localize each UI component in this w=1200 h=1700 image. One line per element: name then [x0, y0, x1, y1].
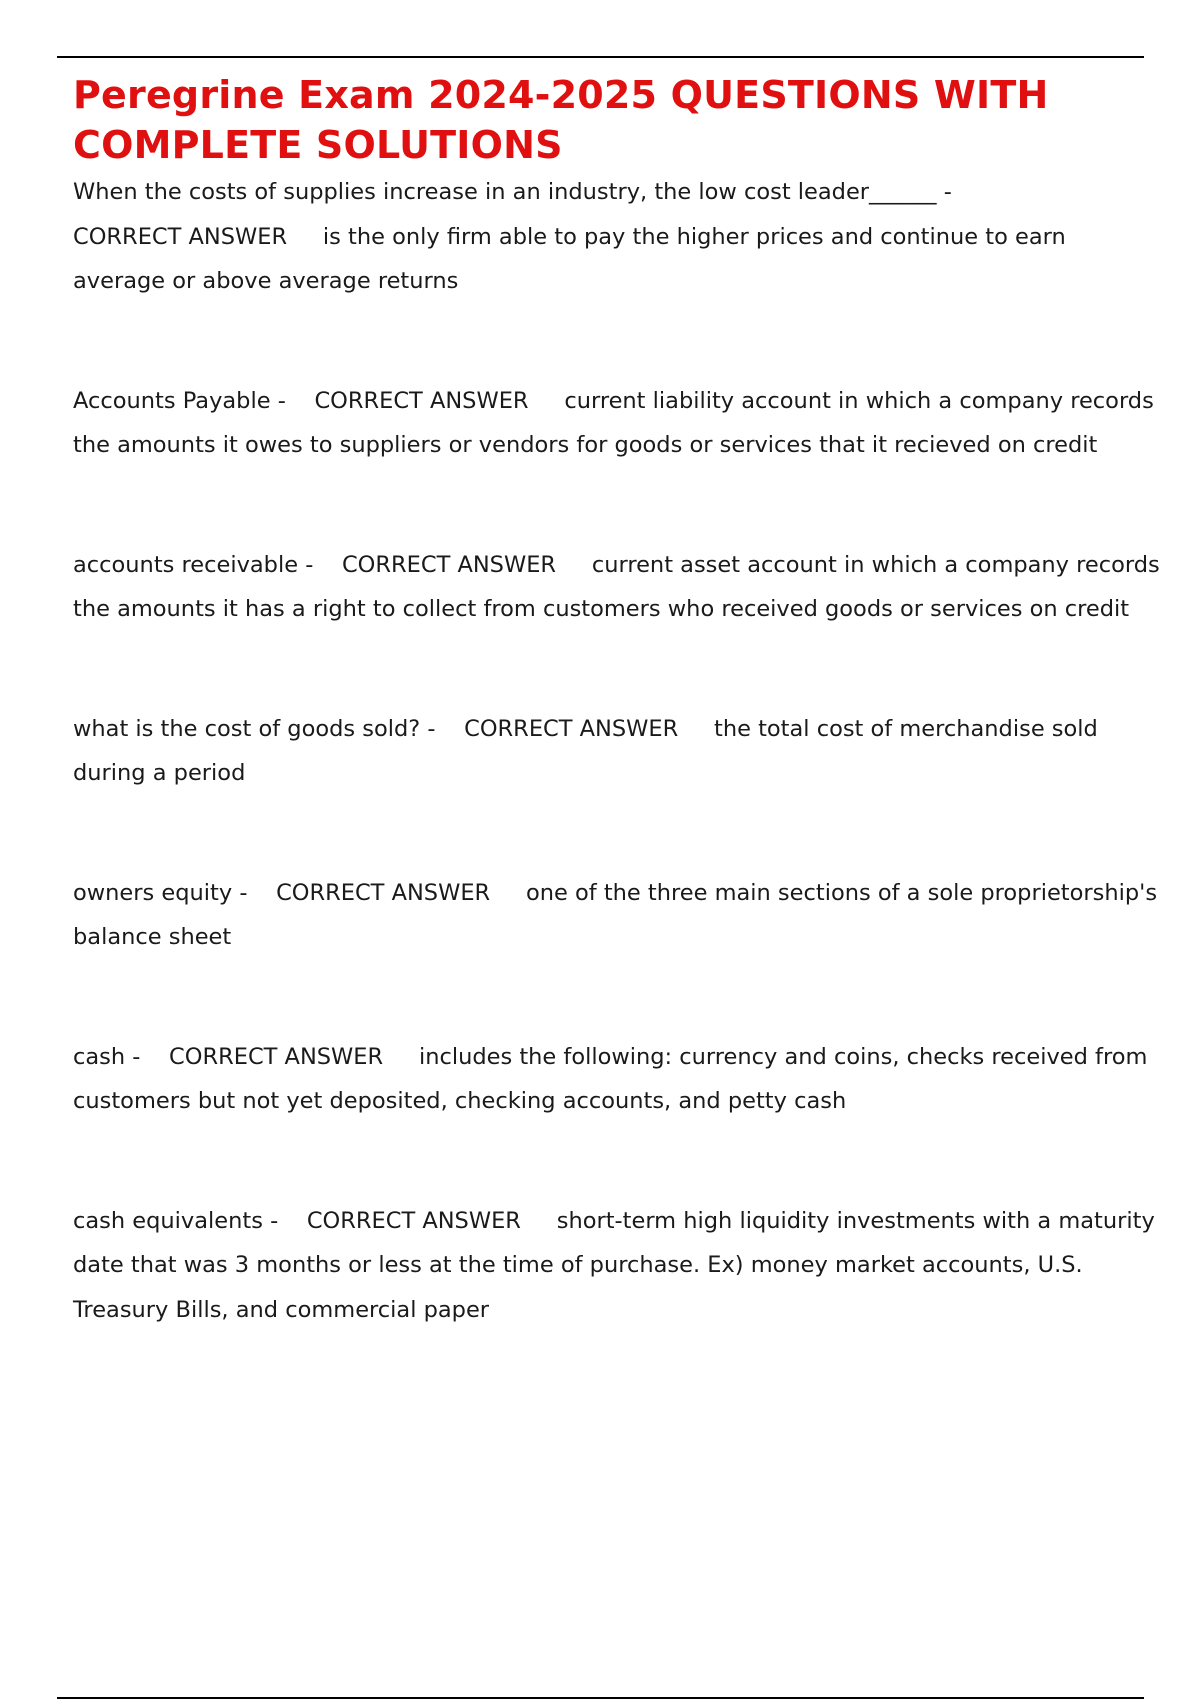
answer-label: CORRECT ANSWER [276, 879, 491, 906]
answer-label: CORRECT ANSWER [306, 1207, 521, 1234]
qa-item: accounts receivable - CORRECT ANSWER current asset account in which a company records the amounts it has a right to collect from customers who received goods or services on credit [73, 551, 1160, 622]
answer-text: is the only firm able to pay the higher prices and continue to earn average or above average returns [73, 223, 1066, 294]
qa-item: When the costs of supplies increase in an industry, the low cost leader______ - CORRECT ANSWER is the only firm able to pay the higher prices and continue to earn average or above average returns [73, 179, 1066, 294]
question-text: When the costs of supplies increase in an industry, the low cost leader______ [73, 179, 937, 205]
question-text: accounts receivable [73, 551, 299, 578]
qa-item: cash - CORRECT ANSWER includes the following: currency and coins, checks received from customers but not yet deposited, checking accounts, and petty cash [73, 1043, 1148, 1114]
question-text: Accounts Payable [73, 387, 271, 414]
qa-item: Accounts Payable - CORRECT ANSWER current liability account in which a company records the amounts it owes to suppliers or vendors for goods or services that it recieved on credit [73, 387, 1154, 458]
qa-list [73, 170, 1163, 1332]
answer-text: short-term high liquidity investments with a maturity date that was 3 months or less at the time of purchase. Ex) money market accounts, U.S. Treasury Bills, and commercial paper [73, 1207, 1155, 1323]
answer-text: the total cost of merchandise sold during a period [73, 715, 1098, 786]
answer-text: current liability account in which a company records the amounts it owes to suppliers or vendors for goods or services that it recieved on credit [73, 387, 1154, 458]
qa-item: owners equity - CORRECT ANSWER one of the three main sections of a sole proprietorship's balance sheet [73, 879, 1158, 950]
answer-label: CORRECT ANSWER [464, 715, 679, 742]
top-rule [57, 56, 1144, 58]
document-page [73, 70, 1163, 1332]
answer-label: CORRECT ANSWER [341, 551, 557, 578]
answer-text: current asset account in which a company records the amounts it has a right to collect from customers who received goods or services on credit [73, 551, 1160, 622]
question-text: owners equity [73, 879, 233, 906]
qa-item: cash equivalents - CORRECT ANSWER short-term high liquidity investments with a maturity date that was 3 months or less at the time of purchase. Ex) money market accounts, U.S. Treasury Bills, and commercial paper [73, 1207, 1155, 1323]
qa-item: what is the cost of goods sold? - CORRECT ANSWER the total cost of merchandise sold during a period [73, 715, 1098, 786]
answer-label: CORRECT ANSWER [73, 223, 288, 250]
bottom-rule [57, 1697, 1144, 1699]
answer-text: one of the three main sections of a sole proprietorship's balance sheet [73, 879, 1158, 950]
answer-label: CORRECT ANSWER [314, 387, 529, 414]
question-text: cash equivalents [73, 1207, 263, 1234]
document-title: Peregrine Exam 2024-2025 QUESTIONS WITH COMPLETE SOLUTIONS [73, 73, 1049, 167]
question-text: what is the cost of goods sold? [73, 715, 421, 742]
answer-text: includes the following: currency and coins, checks received from customers but not yet deposited, checking accounts, and petty cash [73, 1043, 1148, 1114]
answer-label: CORRECT ANSWER [169, 1043, 384, 1070]
question-text: cash [73, 1043, 126, 1070]
